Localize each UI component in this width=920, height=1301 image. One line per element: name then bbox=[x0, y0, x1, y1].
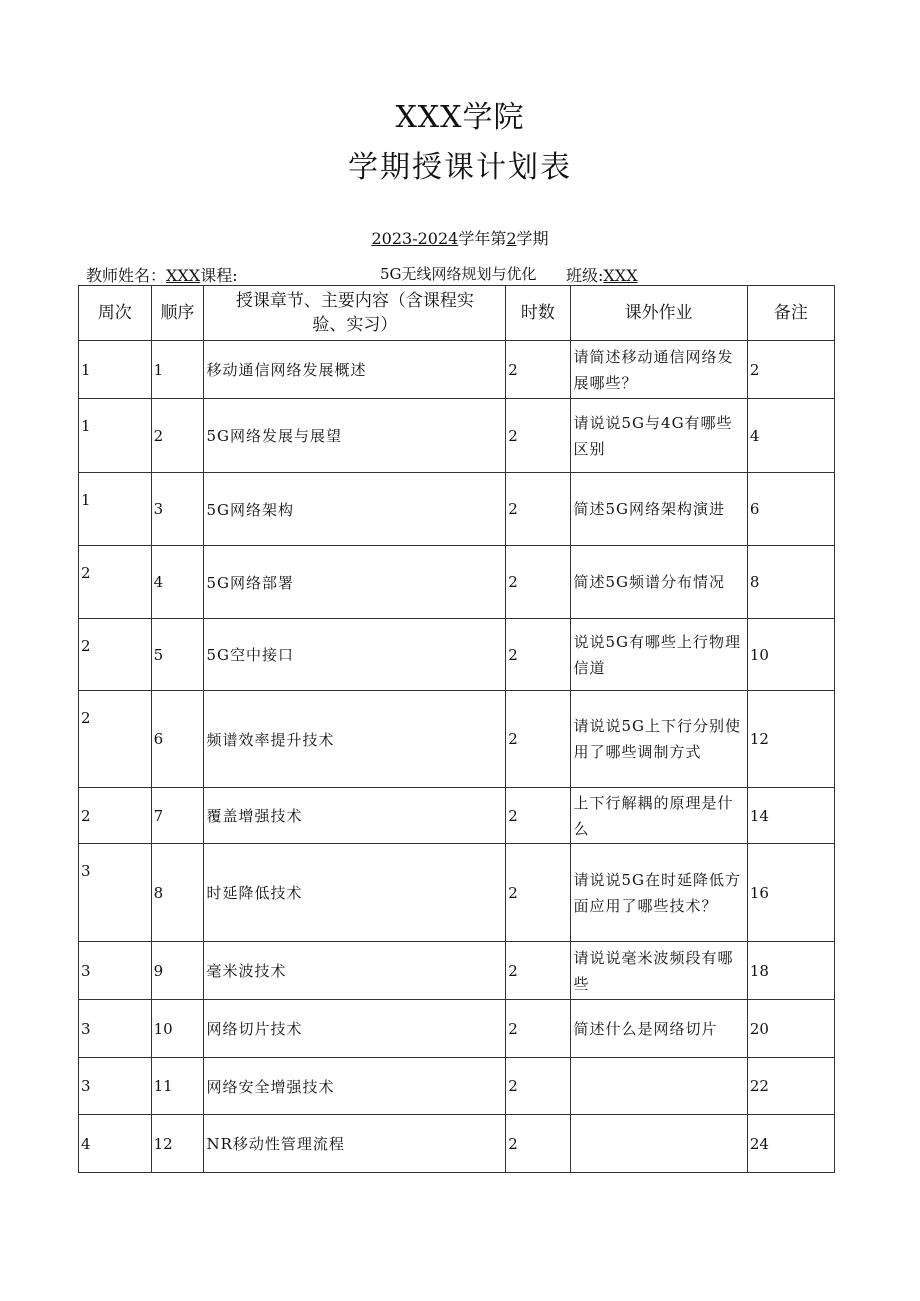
cell-chapter: 5G网络架构 bbox=[204, 473, 506, 546]
table-row bbox=[79, 546, 835, 619]
cell-hours: 2 bbox=[506, 691, 570, 788]
cell-seq: 6 bbox=[151, 691, 204, 788]
cell-note: 4 bbox=[747, 399, 834, 473]
cell-week: 1 bbox=[79, 341, 152, 399]
cell-week: 2 bbox=[79, 691, 152, 788]
table-row bbox=[79, 399, 835, 473]
cell-homework: 上下行解耦的原理是什么 bbox=[570, 788, 747, 844]
cell-homework: 请简述移动通信网络发展哪些？ bbox=[570, 341, 747, 399]
table-row bbox=[79, 1000, 835, 1058]
cell-chapter: 覆盖增强技术 bbox=[204, 788, 506, 844]
cell-chapter: 5G网络部署 bbox=[204, 546, 506, 619]
cell-seq: 9 bbox=[151, 942, 204, 1000]
table-row bbox=[79, 619, 835, 691]
cell-chapter: 频谱效率提升技术 bbox=[204, 691, 506, 788]
teacher-info bbox=[86, 263, 238, 286]
cell-chapter: 毫米波技术 bbox=[204, 942, 506, 1000]
table-row bbox=[79, 844, 835, 942]
cell-seq: 5 bbox=[151, 619, 204, 691]
cell-homework: 请说说5G在时延降低方面应用了哪些技术？ bbox=[570, 844, 747, 942]
cell-seq: 1 bbox=[151, 341, 204, 399]
cell-chapter: 网络安全增强技术 bbox=[204, 1058, 506, 1115]
table-row bbox=[79, 691, 835, 788]
cell-chapter: NR移动性管理流程 bbox=[204, 1115, 506, 1173]
cell-week: 2 bbox=[79, 546, 152, 619]
cell-hours: 2 bbox=[506, 1115, 570, 1173]
table-row bbox=[79, 942, 835, 1000]
cell-note: 8 bbox=[747, 546, 834, 619]
semester-line bbox=[0, 226, 920, 249]
institution-title: XXX学院 bbox=[395, 100, 525, 135]
course-name: 5G无线网络规划与优化 bbox=[380, 265, 537, 283]
cell-seq: 4 bbox=[151, 546, 204, 619]
cell-homework: 说说5G有哪些上行物理信道 bbox=[570, 619, 747, 691]
cell-hours: 2 bbox=[506, 942, 570, 1000]
teaching-plan-table bbox=[78, 285, 835, 1173]
header-chapter: 授课章节、主要内容（含课程实验、实习） bbox=[204, 286, 506, 341]
semester-end-text: 学期 bbox=[516, 229, 549, 248]
cell-note: 12 bbox=[747, 691, 834, 788]
cell-chapter: 网络切片技术 bbox=[204, 1000, 506, 1058]
semester-year: 2023-2024 bbox=[371, 229, 459, 248]
cell-seq: 7 bbox=[151, 788, 204, 844]
cell-homework: 简述5G网络架构演进 bbox=[570, 473, 747, 546]
table-row bbox=[79, 341, 835, 399]
cell-hours: 2 bbox=[506, 1058, 570, 1115]
teacher-name: XXX bbox=[166, 266, 201, 285]
table-row bbox=[79, 1115, 835, 1173]
cell-note: 6 bbox=[747, 473, 834, 546]
class-info bbox=[566, 263, 638, 286]
cell-seq: 2 bbox=[151, 399, 204, 473]
cell-chapter: 时延降低技术 bbox=[204, 844, 506, 942]
cell-note: 22 bbox=[747, 1058, 834, 1115]
cell-homework: 请说说5G上下行分别使用了哪些调制方式 bbox=[570, 691, 747, 788]
header-homework: 课外作业 bbox=[570, 286, 747, 341]
cell-seq: 8 bbox=[151, 844, 204, 942]
header-hours: 时数 bbox=[506, 286, 570, 341]
cell-seq: 3 bbox=[151, 473, 204, 546]
cell-homework: 请说说毫米波频段有哪些 bbox=[570, 942, 747, 1000]
semester-mid-text: 学年第 bbox=[458, 229, 507, 248]
cell-hours: 2 bbox=[506, 1000, 570, 1058]
cell-hours: 2 bbox=[506, 844, 570, 942]
cell-chapter: 5G网络发展与展望 bbox=[204, 399, 506, 473]
table-row bbox=[79, 1058, 835, 1115]
cell-seq: 11 bbox=[151, 1058, 204, 1115]
cell-week: 3 bbox=[79, 1058, 152, 1115]
cell-hours: 2 bbox=[506, 619, 570, 691]
cell-homework: 简述什么是网络切片 bbox=[570, 1000, 747, 1058]
cell-homework bbox=[570, 1058, 747, 1115]
cell-note: 14 bbox=[747, 788, 834, 844]
cell-chapter: 移动通信网络发展概述 bbox=[204, 341, 506, 399]
cell-week: 1 bbox=[79, 399, 152, 473]
header-week: 周次 bbox=[79, 286, 152, 341]
teacher-label: 教师姓名： bbox=[86, 266, 167, 285]
cell-seq: 10 bbox=[151, 1000, 204, 1058]
cell-week: 1 bbox=[79, 473, 152, 546]
course-label: 课程: bbox=[200, 266, 238, 285]
semester-number: 2 bbox=[506, 229, 517, 248]
table-header-row bbox=[79, 286, 835, 341]
cell-homework bbox=[570, 1115, 747, 1173]
cell-chapter: 5G空中接口 bbox=[204, 619, 506, 691]
cell-note: 18 bbox=[747, 942, 834, 1000]
cell-note: 2 bbox=[747, 341, 834, 399]
cell-note: 10 bbox=[747, 619, 834, 691]
table-row bbox=[79, 788, 835, 844]
cell-note: 16 bbox=[747, 844, 834, 942]
cell-hours: 2 bbox=[506, 788, 570, 844]
document-title: 学期授课计划表 bbox=[348, 150, 572, 185]
table-row bbox=[79, 473, 835, 546]
cell-week: 2 bbox=[79, 619, 152, 691]
cell-hours: 2 bbox=[506, 473, 570, 546]
class-name: XXX bbox=[603, 266, 638, 285]
cell-seq: 12 bbox=[151, 1115, 204, 1173]
header-seq: 顺序 bbox=[151, 286, 204, 341]
class-label: 班级: bbox=[566, 266, 604, 285]
cell-homework: 请说说5G与4G有哪些区别 bbox=[570, 399, 747, 473]
cell-week: 2 bbox=[79, 788, 152, 844]
cell-week: 3 bbox=[79, 942, 152, 1000]
cell-week: 3 bbox=[79, 1000, 152, 1058]
cell-hours: 2 bbox=[506, 546, 570, 619]
cell-homework: 简述5G频谱分布情况 bbox=[570, 546, 747, 619]
cell-hours: 2 bbox=[506, 399, 570, 473]
header-note: 备注 bbox=[747, 286, 834, 341]
cell-hours: 2 bbox=[506, 341, 570, 399]
cell-week: 4 bbox=[79, 1115, 152, 1173]
cell-week: 3 bbox=[79, 844, 152, 942]
cell-note: 20 bbox=[747, 1000, 834, 1058]
cell-note: 24 bbox=[747, 1115, 834, 1173]
